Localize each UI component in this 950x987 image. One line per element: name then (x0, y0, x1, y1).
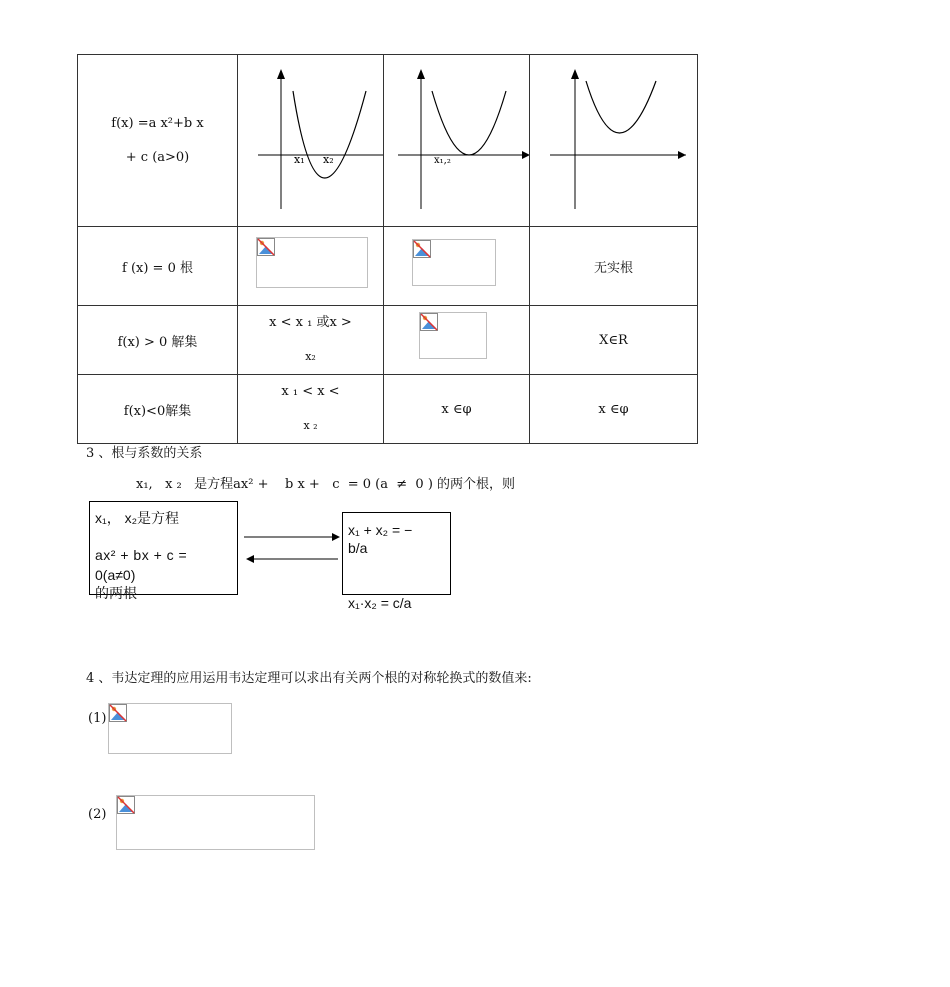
left-statement-box (89, 501, 238, 601)
graph-two-roots (238, 55, 383, 226)
broken-image-icon (257, 238, 275, 256)
less-solution-line2: x ₂ (303, 419, 318, 432)
broken-image-icon (109, 704, 127, 722)
greater-double-root-cell (384, 306, 530, 375)
root-x2-label: x₂ (323, 153, 334, 166)
broken-image-icon (420, 313, 438, 331)
implication-arrows (240, 525, 344, 565)
product-formula: x₁·x₂ = c/a (348, 595, 412, 611)
row-greater-label: f(x) > 0 解集 (78, 306, 238, 375)
broken-image-icon (413, 240, 431, 258)
right-sum-box (342, 512, 451, 595)
roots-formula-cell (238, 227, 384, 306)
greater-no-roots-text: X∈R (530, 306, 698, 375)
graph-double-root-cell (384, 55, 530, 227)
sum-line1: x₁ + x₂ = − (348, 522, 413, 538)
double-root-formula-image (412, 239, 496, 286)
section3-heading: 3 、根与系数的关系 (86, 446, 203, 461)
left-box-line3: 0(a≠0) (95, 567, 136, 583)
row-function-label (78, 55, 238, 227)
broken-image-icon (117, 796, 135, 814)
sum-line2: b/a (348, 540, 368, 556)
function-line1: f(x) =a x²+b x (111, 115, 204, 131)
roots-formula-image (256, 237, 368, 288)
row-less-label: f(x)<0解集 (78, 375, 238, 444)
graph-double-root (384, 55, 529, 226)
graph-two-roots-cell (238, 55, 384, 227)
left-box-line4: 的两根 (95, 585, 137, 601)
left-box-line1: x₁， x₂是方程 (95, 510, 180, 526)
section4-heading: 4 、韦达定理的应用运用韦达定理可以求出有关两个根的对称轮换式的数值来: (86, 671, 532, 686)
graph-no-roots-cell (530, 55, 698, 227)
function-line2: + c (a>0) (125, 149, 190, 165)
row-roots-label: f (x) = 0 根 (78, 227, 238, 306)
graph-no-roots (530, 55, 697, 226)
greater-double-root-image (419, 312, 487, 359)
no-real-roots-text: 无实根 (530, 227, 698, 306)
double-root-formula-cell (384, 227, 530, 306)
less-no-roots-text: x ∈φ (530, 375, 698, 444)
greater-solution-line1: x < x ₁ 或x > (269, 315, 352, 330)
root-x1-label: x₁ (294, 153, 305, 166)
vieta-statement: x₁, x ₂ 是方程ax² + b x + c = 0 (a ≠ 0 ) 的两个根，则 (136, 477, 516, 492)
left-box-line2: ax² + bx + c = (95, 547, 188, 563)
double-root-label: x₁,₂ (434, 155, 451, 166)
item1-label: (1) (88, 711, 107, 726)
greater-solution-cell (238, 306, 384, 375)
less-solution-line1: x ₁ < x < (281, 384, 340, 399)
item1-formula-image (108, 703, 232, 754)
less-double-root-text: x ∈φ (384, 375, 530, 444)
quadratic-table (77, 54, 698, 444)
less-solution-cell (238, 375, 384, 444)
item2-formula-image (116, 795, 315, 850)
greater-solution-line2: x₂ (305, 350, 316, 363)
item2-label: (2) (88, 807, 107, 822)
